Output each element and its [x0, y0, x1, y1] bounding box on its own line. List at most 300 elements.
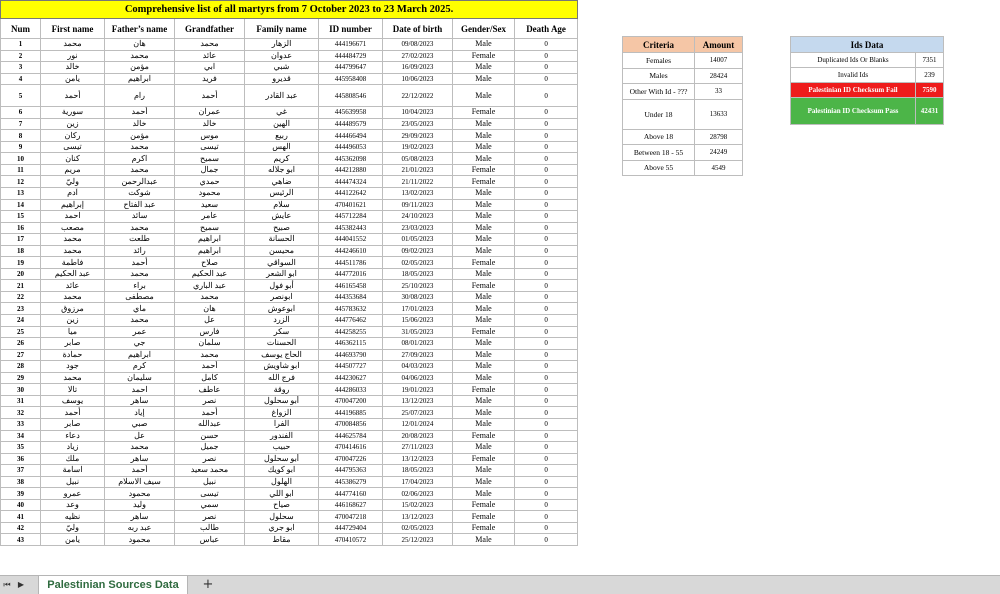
- gender-cell[interactable]: Male: [453, 222, 515, 234]
- date-of-birth-cell[interactable]: 31/05/2023: [383, 326, 453, 338]
- first-name-cell[interactable]: وعد: [41, 499, 105, 511]
- gender-cell[interactable]: Male: [453, 85, 515, 107]
- date-of-birth-cell[interactable]: 20/08/2023: [383, 430, 453, 442]
- first-name-cell[interactable]: فاطمة: [41, 257, 105, 269]
- column-header[interactable]: Num: [1, 19, 41, 39]
- row-number[interactable]: 7: [1, 118, 41, 130]
- row-number[interactable]: 17: [1, 234, 41, 246]
- ids-value[interactable]: 7351: [916, 53, 944, 68]
- death-age-cell[interactable]: 0: [515, 222, 578, 234]
- gender-cell[interactable]: Male: [453, 488, 515, 500]
- id-number-cell[interactable]: 444507727: [319, 361, 383, 373]
- father-name-cell[interactable]: سائد: [105, 211, 175, 223]
- family-name-cell[interactable]: غي: [245, 107, 319, 119]
- date-of-birth-cell[interactable]: 09/02/2023: [383, 245, 453, 257]
- column-header[interactable]: Father’s name: [105, 19, 175, 39]
- first-name-cell[interactable]: ركان: [41, 130, 105, 142]
- father-name-cell[interactable]: رام: [105, 85, 175, 107]
- father-name-cell[interactable]: عبد ربه: [105, 522, 175, 534]
- date-of-birth-cell[interactable]: 12/01/2024: [383, 418, 453, 430]
- father-name-cell[interactable]: محمود: [105, 534, 175, 546]
- date-of-birth-cell[interactable]: 13/12/2023: [383, 395, 453, 407]
- id-number-cell[interactable]: 444122642: [319, 188, 383, 200]
- criteria-header[interactable]: Criteria: [623, 37, 695, 53]
- death-age-cell[interactable]: 0: [515, 442, 578, 454]
- father-name-cell[interactable]: محمد: [105, 50, 175, 62]
- id-number-cell[interactable]: 444776462: [319, 315, 383, 327]
- family-name-cell[interactable]: السواقي: [245, 257, 319, 269]
- death-age-cell[interactable]: 0: [515, 303, 578, 315]
- id-number-cell[interactable]: 470047218: [319, 511, 383, 523]
- criteria-label[interactable]: Under 18: [623, 99, 695, 129]
- father-name-cell[interactable]: عل: [105, 430, 175, 442]
- row-number[interactable]: 34: [1, 430, 41, 442]
- date-of-birth-cell[interactable]: 10/04/2023: [383, 107, 453, 119]
- grandfather-cell[interactable]: سميح: [175, 153, 245, 165]
- date-of-birth-cell[interactable]: 19/01/2023: [383, 384, 453, 396]
- criteria-amount[interactable]: 33: [695, 84, 743, 100]
- grandfather-cell[interactable]: هان: [175, 303, 245, 315]
- gender-cell[interactable]: Female: [453, 164, 515, 176]
- criteria-label[interactable]: Above 18: [623, 129, 695, 145]
- id-number-cell[interactable]: 444795363: [319, 465, 383, 477]
- row-number[interactable]: 21: [1, 280, 41, 292]
- id-number-cell[interactable]: 444286033: [319, 384, 383, 396]
- family-name-cell[interactable]: ابوعوش: [245, 303, 319, 315]
- gender-cell[interactable]: Male: [453, 315, 515, 327]
- death-age-cell[interactable]: 0: [515, 361, 578, 373]
- family-name-cell[interactable]: ابو جلاله: [245, 164, 319, 176]
- first-name-cell[interactable]: جود: [41, 361, 105, 373]
- death-age-cell[interactable]: 0: [515, 107, 578, 119]
- row-number[interactable]: 36: [1, 453, 41, 465]
- first-name-cell[interactable]: تالا: [41, 384, 105, 396]
- row-number[interactable]: 20: [1, 268, 41, 280]
- date-of-birth-cell[interactable]: 15/06/2023: [383, 315, 453, 327]
- grandfather-cell[interactable]: حسن: [175, 430, 245, 442]
- father-name-cell[interactable]: ساهر: [105, 511, 175, 523]
- death-age-cell[interactable]: 0: [515, 465, 578, 477]
- family-name-cell[interactable]: صبيح: [245, 222, 319, 234]
- date-of-birth-cell[interactable]: 18/05/2023: [383, 465, 453, 477]
- father-name-cell[interactable]: ساهر: [105, 453, 175, 465]
- death-age-cell[interactable]: 0: [515, 268, 578, 280]
- family-name-cell[interactable]: الهلول: [245, 476, 319, 488]
- ids-value[interactable]: 7590: [916, 83, 944, 98]
- date-of-birth-cell[interactable]: 19/02/2023: [383, 141, 453, 153]
- add-sheet-button[interactable]: +: [202, 577, 214, 592]
- grandfather-cell[interactable]: سلمان: [175, 338, 245, 350]
- row-number[interactable]: 19: [1, 257, 41, 269]
- father-name-cell[interactable]: إياد: [105, 407, 175, 419]
- first-name-cell[interactable]: ملك: [41, 453, 105, 465]
- death-age-cell[interactable]: 0: [515, 245, 578, 257]
- family-name-cell[interactable]: عبد القادر: [245, 85, 319, 107]
- death-age-cell[interactable]: 0: [515, 372, 578, 384]
- first-name-cell[interactable]: خالد: [41, 62, 105, 74]
- family-name-cell[interactable]: شبي: [245, 62, 319, 74]
- grandfather-cell[interactable]: سميح: [175, 222, 245, 234]
- first-name-cell[interactable]: عائد: [41, 280, 105, 292]
- sheet-title[interactable]: Comprehensive list of all martyrs from 7 October 2023 to 23 March 2025.: [1, 1, 578, 19]
- first-name-cell[interactable]: نبيل: [41, 476, 105, 488]
- grandfather-cell[interactable]: أحمد: [175, 361, 245, 373]
- criteria-amount[interactable]: 28424: [695, 68, 743, 84]
- death-age-cell[interactable]: 0: [515, 453, 578, 465]
- family-name-cell[interactable]: ابونصر: [245, 291, 319, 303]
- gender-cell[interactable]: Male: [453, 118, 515, 130]
- first-name-cell[interactable]: محمد: [41, 372, 105, 384]
- grandfather-cell[interactable]: أحمد: [175, 407, 245, 419]
- family-name-cell[interactable]: حبيب: [245, 442, 319, 454]
- gender-cell[interactable]: Male: [453, 39, 515, 51]
- amount-header[interactable]: Amount: [695, 37, 743, 53]
- gender-cell[interactable]: Female: [453, 511, 515, 523]
- gender-cell[interactable]: Female: [453, 453, 515, 465]
- grandfather-cell[interactable]: عامر: [175, 211, 245, 223]
- father-name-cell[interactable]: براء: [105, 280, 175, 292]
- id-number-cell[interactable]: 444511786: [319, 257, 383, 269]
- father-name-cell[interactable]: ابراهيم: [105, 73, 175, 85]
- family-name-cell[interactable]: عدوان: [245, 50, 319, 62]
- family-name-cell[interactable]: عايش: [245, 211, 319, 223]
- row-number[interactable]: 27: [1, 349, 41, 361]
- father-name-cell[interactable]: عبد الفتاح: [105, 199, 175, 211]
- row-number[interactable]: 38: [1, 476, 41, 488]
- first-name-cell[interactable]: يامن: [41, 73, 105, 85]
- first-name-cell[interactable]: يوسف: [41, 395, 105, 407]
- date-of-birth-cell[interactable]: 29/09/2023: [383, 130, 453, 142]
- id-number-cell[interactable]: 445958408: [319, 73, 383, 85]
- grandfather-cell[interactable]: أحمد: [175, 85, 245, 107]
- father-name-cell[interactable]: عمر: [105, 326, 175, 338]
- family-name-cell[interactable]: سحلول: [245, 511, 319, 523]
- id-number-cell[interactable]: 444230627: [319, 372, 383, 384]
- family-name-cell[interactable]: الهين: [245, 118, 319, 130]
- death-age-cell[interactable]: 0: [515, 326, 578, 338]
- death-age-cell[interactable]: 0: [515, 141, 578, 153]
- date-of-birth-cell[interactable]: 27/02/2023: [383, 50, 453, 62]
- first-name-cell[interactable]: زين: [41, 118, 105, 130]
- date-of-birth-cell[interactable]: 17/01/2023: [383, 303, 453, 315]
- grandfather-cell[interactable]: نصر: [175, 395, 245, 407]
- family-name-cell[interactable]: سكر: [245, 326, 319, 338]
- row-number[interactable]: 9: [1, 141, 41, 153]
- grandfather-cell[interactable]: محمود: [175, 188, 245, 200]
- id-number-cell[interactable]: 445783632: [319, 303, 383, 315]
- gender-cell[interactable]: Male: [453, 476, 515, 488]
- father-name-cell[interactable]: مصطفى: [105, 291, 175, 303]
- father-name-cell[interactable]: محمد: [105, 164, 175, 176]
- criteria-label[interactable]: Other With Id - ???: [623, 84, 695, 100]
- id-number-cell[interactable]: 445639958: [319, 107, 383, 119]
- death-age-cell[interactable]: 0: [515, 211, 578, 223]
- date-of-birth-cell[interactable]: 15/02/2023: [383, 499, 453, 511]
- family-name-cell[interactable]: الزرد: [245, 315, 319, 327]
- gender-cell[interactable]: Male: [453, 62, 515, 74]
- date-of-birth-cell[interactable]: 09/08/2023: [383, 39, 453, 51]
- family-name-cell[interactable]: الحسنات: [245, 338, 319, 350]
- first-name-cell[interactable]: صابر: [41, 338, 105, 350]
- father-name-cell[interactable]: ماي: [105, 303, 175, 315]
- death-age-cell[interactable]: 0: [515, 430, 578, 442]
- father-name-cell[interactable]: صبي: [105, 418, 175, 430]
- ids-value[interactable]: 239: [916, 68, 944, 83]
- father-name-cell[interactable]: أحمد: [105, 257, 175, 269]
- grandfather-cell[interactable]: جمال: [175, 164, 245, 176]
- first-name-cell[interactable]: محمد: [41, 39, 105, 51]
- date-of-birth-cell[interactable]: 10/06/2023: [383, 73, 453, 85]
- first-name-cell[interactable]: إبراهيم: [41, 199, 105, 211]
- gender-cell[interactable]: Male: [453, 361, 515, 373]
- gender-cell[interactable]: Male: [453, 234, 515, 246]
- id-number-cell[interactable]: 446165458: [319, 280, 383, 292]
- id-number-cell[interactable]: 444196885: [319, 407, 383, 419]
- id-number-cell[interactable]: 445362098: [319, 153, 383, 165]
- father-name-cell[interactable]: محمد: [105, 222, 175, 234]
- date-of-birth-cell[interactable]: 05/08/2023: [383, 153, 453, 165]
- grandfather-cell[interactable]: سمي: [175, 499, 245, 511]
- row-number[interactable]: 28: [1, 361, 41, 373]
- id-number-cell[interactable]: 470084856: [319, 418, 383, 430]
- father-name-cell[interactable]: جي: [105, 338, 175, 350]
- id-number-cell[interactable]: 444474324: [319, 176, 383, 188]
- ids-value[interactable]: 42431: [916, 98, 944, 125]
- death-age-cell[interactable]: 0: [515, 280, 578, 292]
- id-number-cell[interactable]: 470414616: [319, 442, 383, 454]
- criteria-label[interactable]: Between 18 - 55: [623, 145, 695, 161]
- death-age-cell[interactable]: 0: [515, 118, 578, 130]
- date-of-birth-cell[interactable]: 16/09/2023: [383, 62, 453, 74]
- gender-cell[interactable]: Male: [453, 291, 515, 303]
- father-name-cell[interactable]: محمود: [105, 488, 175, 500]
- death-age-cell[interactable]: 0: [515, 384, 578, 396]
- family-name-cell[interactable]: ابو اللي: [245, 488, 319, 500]
- family-name-cell[interactable]: كريم: [245, 153, 319, 165]
- grandfather-cell[interactable]: عبدالله: [175, 418, 245, 430]
- id-number-cell[interactable]: 445386279: [319, 476, 383, 488]
- gender-cell[interactable]: Female: [453, 107, 515, 119]
- father-name-cell[interactable]: وليد: [105, 499, 175, 511]
- prev-sheet-icon[interactable]: ▶: [17, 580, 25, 589]
- gender-cell[interactable]: Male: [453, 199, 515, 211]
- date-of-birth-cell[interactable]: 02/05/2023: [383, 522, 453, 534]
- family-name-cell[interactable]: الهس: [245, 141, 319, 153]
- id-number-cell[interactable]: 470047200: [319, 395, 383, 407]
- grandfather-cell[interactable]: فريد: [175, 73, 245, 85]
- first-name-cell[interactable]: عبد الحكيم: [41, 268, 105, 280]
- family-name-cell[interactable]: سلام: [245, 199, 319, 211]
- grandfather-cell[interactable]: ابراهيم: [175, 234, 245, 246]
- column-header[interactable]: Family name: [245, 19, 319, 39]
- father-name-cell[interactable]: محمد: [105, 141, 175, 153]
- death-age-cell[interactable]: 0: [515, 511, 578, 523]
- date-of-birth-cell[interactable]: 21/11/2022: [383, 176, 453, 188]
- first-name-cell[interactable]: اسامة: [41, 465, 105, 477]
- gender-cell[interactable]: Male: [453, 534, 515, 546]
- death-age-cell[interactable]: 0: [515, 130, 578, 142]
- id-number-cell[interactable]: 444774160: [319, 488, 383, 500]
- first-name-cell[interactable]: ميا: [41, 326, 105, 338]
- first-name-cell[interactable]: مريم: [41, 164, 105, 176]
- death-age-cell[interactable]: 0: [515, 164, 578, 176]
- id-number-cell[interactable]: 444799647: [319, 62, 383, 74]
- row-number[interactable]: 37: [1, 465, 41, 477]
- death-age-cell[interactable]: 0: [515, 418, 578, 430]
- gender-cell[interactable]: Male: [453, 442, 515, 454]
- ids-data-header[interactable]: Ids Data: [791, 37, 944, 53]
- family-name-cell[interactable]: ضاهي: [245, 176, 319, 188]
- death-age-cell[interactable]: 0: [515, 407, 578, 419]
- grandfather-cell[interactable]: فارس: [175, 326, 245, 338]
- first-name-cell[interactable]: يامن: [41, 534, 105, 546]
- id-number-cell[interactable]: 444196671: [319, 39, 383, 51]
- date-of-birth-cell[interactable]: 21/01/2023: [383, 164, 453, 176]
- gender-cell[interactable]: Male: [453, 465, 515, 477]
- grandfather-cell[interactable]: عائد: [175, 50, 245, 62]
- date-of-birth-cell[interactable]: 13/12/2023: [383, 453, 453, 465]
- gender-cell[interactable]: Male: [453, 141, 515, 153]
- grandfather-cell[interactable]: صلاح: [175, 257, 245, 269]
- family-name-cell[interactable]: أبو فول: [245, 280, 319, 292]
- death-age-cell[interactable]: 0: [515, 338, 578, 350]
- date-of-birth-cell[interactable]: 23/03/2023: [383, 222, 453, 234]
- grandfather-cell[interactable]: محمد: [175, 349, 245, 361]
- date-of-birth-cell[interactable]: 09/11/2023: [383, 199, 453, 211]
- row-number[interactable]: 5: [1, 85, 41, 107]
- date-of-birth-cell[interactable]: 25/07/2023: [383, 407, 453, 419]
- grandfather-cell[interactable]: عل: [175, 315, 245, 327]
- first-sheet-icon[interactable]: ⏮: [3, 580, 11, 589]
- column-header[interactable]: Death Age: [515, 19, 578, 39]
- first-name-cell[interactable]: محمد: [41, 245, 105, 257]
- date-of-birth-cell[interactable]: 24/10/2023: [383, 211, 453, 223]
- date-of-birth-cell[interactable]: 22/12/2022: [383, 85, 453, 107]
- death-age-cell[interactable]: 0: [515, 73, 578, 85]
- id-number-cell[interactable]: 446362115: [319, 338, 383, 350]
- column-header[interactable]: First name: [41, 19, 105, 39]
- first-name-cell[interactable]: صابر: [41, 418, 105, 430]
- criteria-amount[interactable]: 13633: [695, 99, 743, 129]
- id-number-cell[interactable]: 470410572: [319, 534, 383, 546]
- grandfather-cell[interactable]: نصر: [175, 511, 245, 523]
- gender-cell[interactable]: Female: [453, 176, 515, 188]
- row-number[interactable]: 25: [1, 326, 41, 338]
- ids-label[interactable]: Invalid Ids: [791, 68, 916, 83]
- gender-cell[interactable]: Female: [453, 257, 515, 269]
- death-age-cell[interactable]: 0: [515, 234, 578, 246]
- death-age-cell[interactable]: 0: [515, 153, 578, 165]
- father-name-cell[interactable]: أحمد: [105, 107, 175, 119]
- family-name-cell[interactable]: محيسن: [245, 245, 319, 257]
- family-name-cell[interactable]: مقاط: [245, 534, 319, 546]
- first-name-cell[interactable]: نور: [41, 50, 105, 62]
- first-name-cell[interactable]: زين: [41, 315, 105, 327]
- family-name-cell[interactable]: ابو الشعر: [245, 268, 319, 280]
- row-number[interactable]: 43: [1, 534, 41, 546]
- row-number[interactable]: 13: [1, 188, 41, 200]
- first-name-cell[interactable]: زياد: [41, 442, 105, 454]
- id-number-cell[interactable]: 445808546: [319, 85, 383, 107]
- gender-cell[interactable]: Male: [453, 418, 515, 430]
- grandfather-cell[interactable]: محمد: [175, 291, 245, 303]
- id-number-cell[interactable]: 444693790: [319, 349, 383, 361]
- grandfather-cell[interactable]: جميل: [175, 442, 245, 454]
- family-name-cell[interactable]: ابو جري: [245, 522, 319, 534]
- grandfather-cell[interactable]: عمران: [175, 107, 245, 119]
- id-number-cell[interactable]: 444466494: [319, 130, 383, 142]
- grandfather-cell[interactable]: عبد الحكيم: [175, 268, 245, 280]
- criteria-label[interactable]: Above 55: [623, 160, 695, 176]
- row-number[interactable]: 2: [1, 50, 41, 62]
- family-name-cell[interactable]: ابو كويك: [245, 465, 319, 477]
- id-number-cell[interactable]: 444041552: [319, 234, 383, 246]
- father-name-cell[interactable]: اكرم: [105, 153, 175, 165]
- first-name-cell[interactable]: وليّ: [41, 522, 105, 534]
- date-of-birth-cell[interactable]: 02/05/2023: [383, 257, 453, 269]
- row-number[interactable]: 35: [1, 442, 41, 454]
- row-number[interactable]: 29: [1, 372, 41, 384]
- criteria-amount[interactable]: 24249: [695, 145, 743, 161]
- first-name-cell[interactable]: احمد: [41, 211, 105, 223]
- gender-cell[interactable]: Male: [453, 211, 515, 223]
- family-name-cell[interactable]: الزواغ: [245, 407, 319, 419]
- death-age-cell[interactable]: 0: [515, 257, 578, 269]
- id-number-cell[interactable]: 444353684: [319, 291, 383, 303]
- ids-label[interactable]: Duplicated Ids Or Blanks: [791, 53, 916, 68]
- row-number[interactable]: 40: [1, 499, 41, 511]
- id-number-cell[interactable]: 444729404: [319, 522, 383, 534]
- grandfather-cell[interactable]: سعيد: [175, 199, 245, 211]
- gender-cell[interactable]: Male: [453, 303, 515, 315]
- row-number[interactable]: 26: [1, 338, 41, 350]
- row-number[interactable]: 22: [1, 291, 41, 303]
- death-age-cell[interactable]: 0: [515, 39, 578, 51]
- death-age-cell[interactable]: 0: [515, 534, 578, 546]
- death-age-cell[interactable]: 0: [515, 50, 578, 62]
- first-name-cell[interactable]: وليّ: [41, 176, 105, 188]
- gender-cell[interactable]: Male: [453, 407, 515, 419]
- death-age-cell[interactable]: 0: [515, 188, 578, 200]
- date-of-birth-cell[interactable]: 23/05/2023: [383, 118, 453, 130]
- grandfather-cell[interactable]: حمدي: [175, 176, 245, 188]
- id-number-cell[interactable]: 470047226: [319, 453, 383, 465]
- column-header[interactable]: Grandfather: [175, 19, 245, 39]
- column-header[interactable]: Gender/Sex: [453, 19, 515, 39]
- row-number[interactable]: 11: [1, 164, 41, 176]
- date-of-birth-cell[interactable]: 04/06/2023: [383, 372, 453, 384]
- id-number-cell[interactable]: 444484729: [319, 50, 383, 62]
- first-name-cell[interactable]: مرزوق: [41, 303, 105, 315]
- date-of-birth-cell[interactable]: 27/11/2023: [383, 442, 453, 454]
- gender-cell[interactable]: Male: [453, 188, 515, 200]
- row-number[interactable]: 16: [1, 222, 41, 234]
- first-name-cell[interactable]: أحمد: [41, 407, 105, 419]
- gender-cell[interactable]: Male: [453, 73, 515, 85]
- grandfather-cell[interactable]: ابراهيم: [175, 245, 245, 257]
- row-number[interactable]: 1: [1, 39, 41, 51]
- death-age-cell[interactable]: 0: [515, 176, 578, 188]
- row-number[interactable]: 14: [1, 199, 41, 211]
- date-of-birth-cell[interactable]: 02/06/2023: [383, 488, 453, 500]
- gender-cell[interactable]: Male: [453, 395, 515, 407]
- date-of-birth-cell[interactable]: 04/03/2023: [383, 361, 453, 373]
- first-name-cell[interactable]: تيسى: [41, 141, 105, 153]
- father-name-cell[interactable]: محمد: [105, 315, 175, 327]
- id-number-cell[interactable]: 446168627: [319, 499, 383, 511]
- death-age-cell[interactable]: 0: [515, 476, 578, 488]
- id-number-cell[interactable]: 444246610: [319, 245, 383, 257]
